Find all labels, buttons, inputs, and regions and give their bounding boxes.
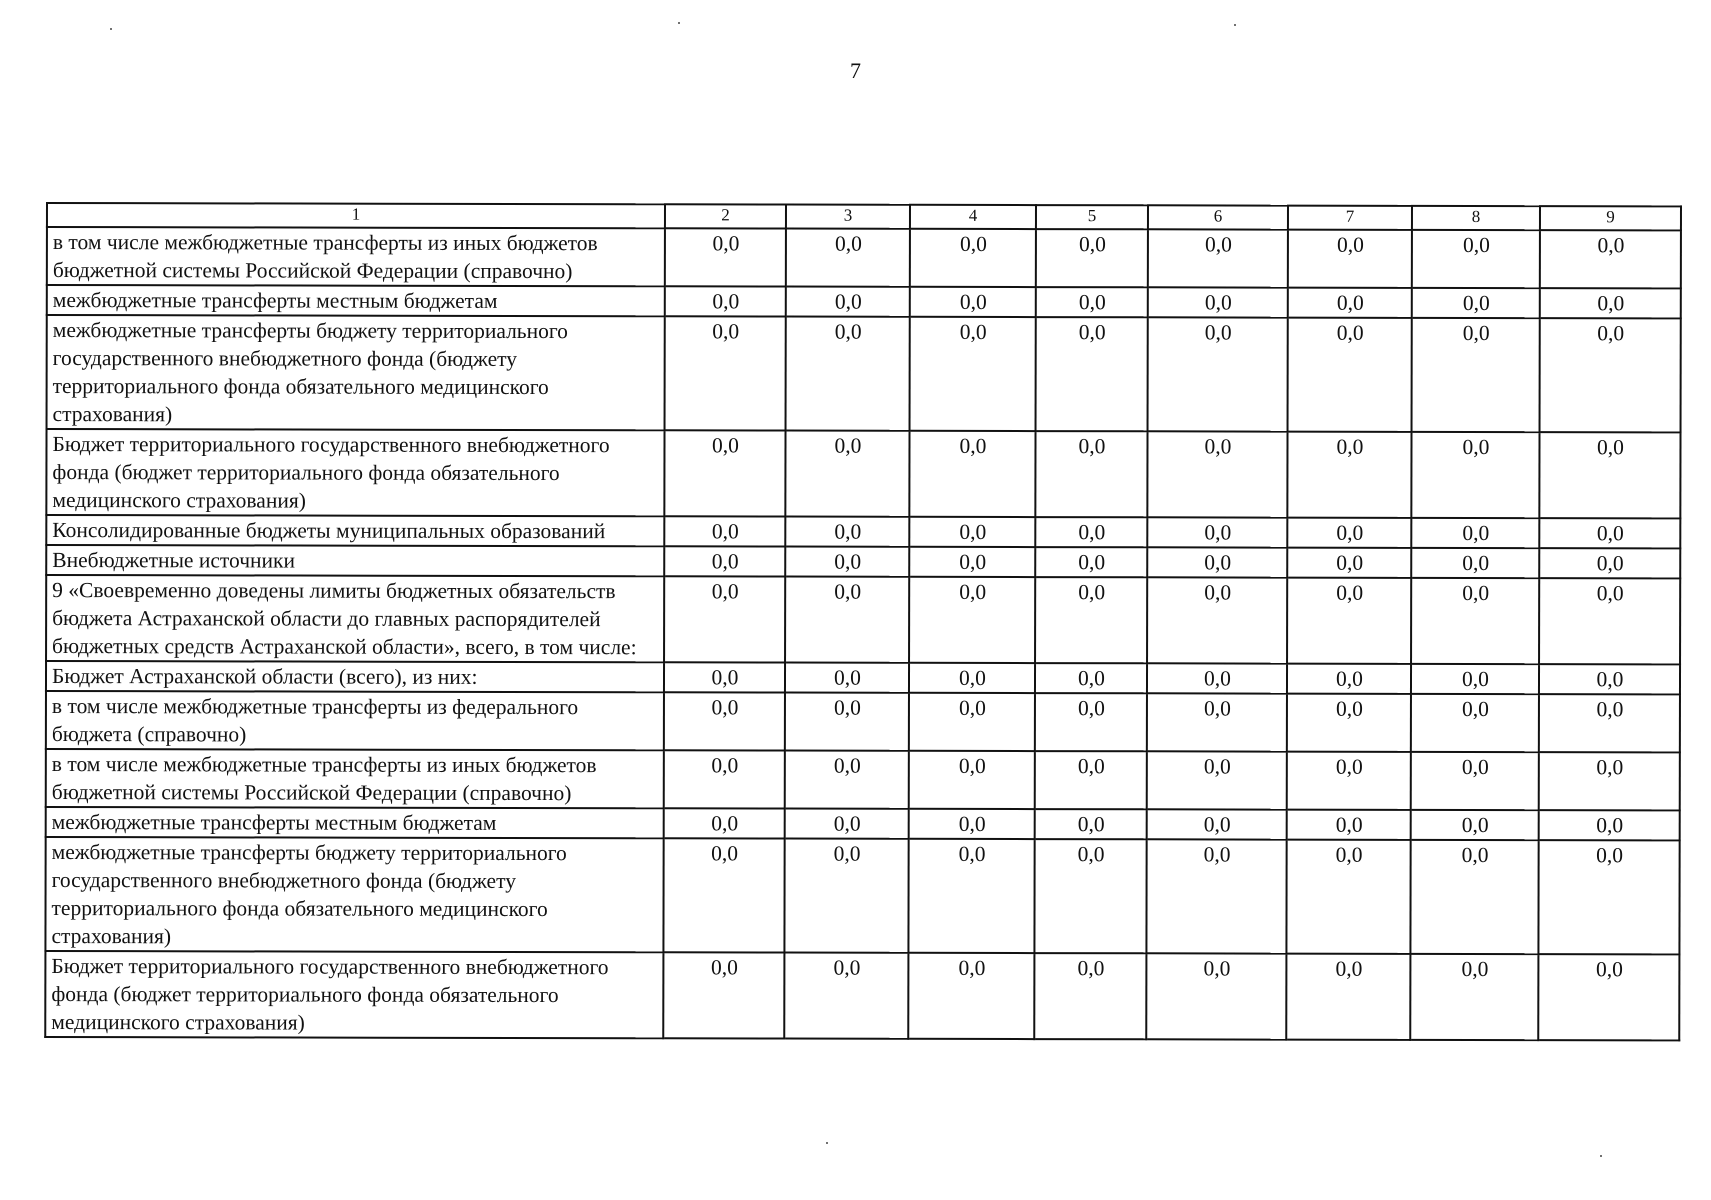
row-value: 0,0: [1147, 517, 1287, 547]
row-value: 0,0: [1036, 317, 1148, 431]
column-header: 2: [665, 204, 786, 228]
row-value: 0,0: [665, 316, 786, 430]
row-value: 0,0: [909, 547, 1035, 577]
row-value: 0,0: [664, 750, 785, 808]
column-header: 8: [1412, 206, 1540, 230]
row-value: 0,0: [785, 809, 909, 839]
row-value: 0,0: [1411, 548, 1539, 578]
column-header: 6: [1148, 205, 1288, 229]
row-value: 0,0: [909, 517, 1035, 547]
table-row: [47, 227, 1681, 288]
row-value: 0,0: [1539, 518, 1680, 548]
row-value: 0,0: [1411, 432, 1539, 518]
row-value: 0,0: [786, 317, 910, 431]
table-body: [45, 227, 1681, 1040]
row-value: 0,0: [1146, 839, 1286, 953]
row-value: 0,0: [1147, 577, 1287, 663]
row-value: 0,0: [909, 663, 1035, 693]
row-value: 0,0: [908, 953, 1034, 1039]
row-value: 0,0: [1034, 839, 1146, 953]
row-value: 0,0: [1287, 810, 1411, 840]
row-value: 0,0: [785, 663, 909, 693]
scan-speck: [678, 22, 680, 24]
row-value: 0,0: [909, 751, 1035, 809]
row-value: 0,0: [786, 287, 910, 317]
row-value: 0,0: [1287, 518, 1411, 548]
table-row: [45, 951, 1679, 1040]
row-value: 0,0: [1410, 840, 1538, 954]
row-value: 0,0: [663, 952, 784, 1038]
row-value: 0,0: [1539, 664, 1680, 694]
row-value: 0,0: [1539, 432, 1680, 518]
row-label: в том числе межбюджетные трансферты из федерального бюджета (справочно): [46, 691, 664, 750]
table-row: [46, 545, 1680, 578]
row-value: 0,0: [1539, 752, 1680, 810]
row-label: Внебюджетные источники: [46, 545, 664, 576]
row-value: 0,0: [664, 430, 785, 516]
row-value: 0,0: [1035, 809, 1147, 839]
table-row: [46, 691, 1680, 752]
table-row: [46, 661, 1680, 694]
row-value: 0,0: [1288, 230, 1412, 288]
row-value: 0,0: [1539, 578, 1680, 664]
row-label: Бюджет территориального государственного внебюджетного фонда (бюджет территориального фонда обязательного медицинского страхования): [45, 951, 663, 1038]
row-label: Бюджет Астраханской области (всего), из них:: [46, 661, 664, 692]
row-value: 0,0: [910, 317, 1036, 431]
row-value: 0,0: [785, 431, 909, 517]
header-row: [47, 203, 1681, 230]
budget-table: [44, 202, 1682, 1041]
row-value: 0,0: [909, 693, 1035, 751]
row-value: 0,0: [1034, 953, 1146, 1039]
row-value: 0,0: [1539, 810, 1680, 840]
scan-speck: [1234, 24, 1236, 26]
row-value: 0,0: [1539, 548, 1680, 578]
row-value: 0,0: [664, 692, 785, 750]
row-value: 0,0: [910, 287, 1036, 317]
row-value: 0,0: [1035, 663, 1147, 693]
row-value: 0,0: [664, 576, 785, 662]
row-label: межбюджетные трансферты бюджету территориального государственного внебюджетного фонда (бюджету территориального фонда обязательного медицинского страхования): [45, 837, 663, 952]
row-value: 0,0: [1147, 693, 1287, 751]
row-value: 0,0: [1411, 694, 1539, 752]
column-header: 7: [1288, 206, 1412, 230]
column-header: 3: [786, 205, 910, 229]
scan-speck: [826, 1142, 828, 1144]
row-value: 0,0: [1540, 318, 1681, 432]
row-value: 0,0: [1147, 751, 1287, 809]
row-value: 0,0: [784, 839, 908, 953]
row-value: 0,0: [1538, 840, 1679, 954]
row-value: 0,0: [1035, 751, 1147, 809]
row-value: 0,0: [1287, 752, 1411, 810]
row-value: 0,0: [1410, 954, 1538, 1040]
row-value: 0,0: [1287, 432, 1411, 518]
row-label: в том числе межбюджетные трансферты из иных бюджетов бюджетной системы Российской Федерации (справочно): [47, 227, 665, 286]
row-value: 0,0: [1540, 230, 1681, 288]
row-value: 0,0: [785, 577, 909, 663]
row-value: 0,0: [1412, 288, 1540, 318]
row-value: 0,0: [910, 229, 1036, 287]
scan-speck: [1600, 1155, 1602, 1157]
table-row: [46, 429, 1680, 518]
row-value: 0,0: [1036, 229, 1148, 287]
table-row: [46, 575, 1680, 664]
row-value: 0,0: [1286, 840, 1410, 954]
row-value: 0,0: [1411, 752, 1539, 810]
column-header: 1: [47, 203, 665, 228]
row-label: межбюджетные трансферты бюджету территориального государственного внебюджетного фонда (бюджету территориального фонда обязательного медицинского страхования): [47, 315, 665, 430]
table-row: [47, 285, 1681, 318]
row-value: 0,0: [786, 229, 910, 287]
row-value: 0,0: [1148, 287, 1288, 317]
row-value: 0,0: [1412, 318, 1540, 432]
row-value: 0,0: [1540, 288, 1681, 318]
row-label: Консолидированные бюджеты муниципальных образований: [46, 515, 664, 546]
row-value: 0,0: [663, 838, 784, 952]
table-row: [46, 807, 1680, 840]
row-value: 0,0: [1147, 431, 1287, 517]
table-row: [45, 837, 1679, 954]
budget-table-wrapper: [44, 202, 1680, 1041]
row-value: 0,0: [665, 286, 786, 316]
row-value: 0,0: [908, 839, 1034, 953]
row-value: 0,0: [1411, 664, 1539, 694]
row-value: 0,0: [664, 662, 785, 692]
row-label: 9 «Своевременно доведены лимиты бюджетных обязательств бюджета Астраханской области до главных распорядителей бюджетных средств Астраханской области», всего, в том числе:: [46, 575, 664, 662]
row-label: межбюджетные трансферты местным бюджетам: [46, 807, 664, 838]
row-value: 0,0: [909, 809, 1035, 839]
column-header: 5: [1036, 205, 1148, 229]
row-value: 0,0: [1035, 517, 1147, 547]
row-value: 0,0: [785, 547, 909, 577]
row-value: 0,0: [1287, 694, 1411, 752]
row-value: 0,0: [1147, 547, 1287, 577]
column-header: 9: [1540, 206, 1681, 230]
row-value: 0,0: [785, 693, 909, 751]
row-value: 0,0: [909, 577, 1035, 663]
row-value: 0,0: [1288, 288, 1412, 318]
page-number: 7: [850, 58, 861, 83]
row-label: межбюджетные трансферты местным бюджетам: [47, 285, 665, 316]
column-header: 4: [910, 205, 1036, 229]
row-value: 0,0: [1288, 318, 1412, 432]
row-value: 0,0: [1411, 810, 1539, 840]
scan-speck: [110, 28, 112, 30]
table-row: [46, 515, 1680, 548]
row-value: 0,0: [1035, 577, 1147, 663]
row-value: 0,0: [1538, 954, 1679, 1040]
table-row: [47, 315, 1681, 432]
row-value: 0,0: [1036, 287, 1148, 317]
row-value: 0,0: [664, 546, 785, 576]
row-value: 0,0: [1147, 809, 1287, 839]
row-value: 0,0: [1035, 693, 1147, 751]
row-value: 0,0: [1035, 431, 1147, 517]
row-value: 0,0: [1148, 317, 1288, 431]
row-value: 0,0: [665, 228, 786, 286]
row-value: 0,0: [1287, 578, 1411, 664]
row-label: Бюджет территориального государственного внебюджетного фонда (бюджет территориального фонда обязательного медицинского страхования): [46, 429, 664, 516]
row-value: 0,0: [1148, 229, 1288, 287]
row-value: 0,0: [1412, 230, 1540, 288]
table-row: [46, 749, 1680, 810]
row-value: 0,0: [1539, 694, 1680, 752]
row-value: 0,0: [1286, 954, 1410, 1040]
row-value: 0,0: [1035, 547, 1147, 577]
row-value: 0,0: [664, 808, 785, 838]
row-value: 0,0: [1287, 548, 1411, 578]
row-value: 0,0: [1287, 664, 1411, 694]
row-value: 0,0: [664, 516, 785, 546]
row-value: 0,0: [1411, 518, 1539, 548]
row-value: 0,0: [1411, 578, 1539, 664]
row-value: 0,0: [909, 431, 1035, 517]
row-value: 0,0: [785, 751, 909, 809]
row-value: 0,0: [784, 953, 908, 1039]
row-label: в том числе межбюджетные трансферты из иных бюджетов бюджетной системы Российской Федерации (справочно): [46, 749, 664, 808]
row-value: 0,0: [785, 517, 909, 547]
row-value: 0,0: [1146, 953, 1286, 1039]
row-value: 0,0: [1147, 663, 1287, 693]
